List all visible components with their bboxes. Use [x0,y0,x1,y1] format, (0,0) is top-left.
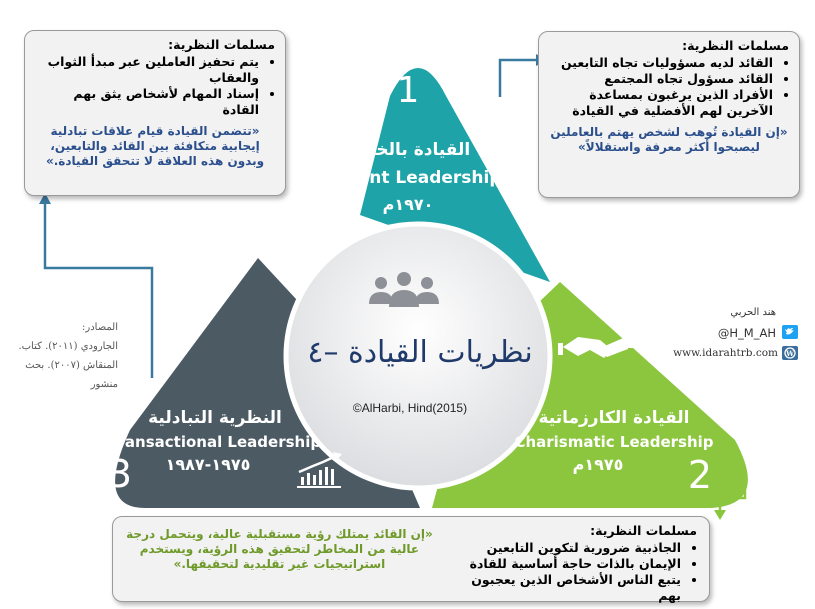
transactional-quote: «تتضمن القيادة قيام علاقات تبادلية إيجابية متكافئة بين القائد والتابعين، وبدون هذه العلاقة لا تتحقق القيادة.» [45,124,265,168]
twitter-handle[interactable]: @H_M_AH [717,326,776,340]
list-item: • يتم تحفيز العاملين عبر مبدأ الثواب والعقاب [35,54,259,86]
list-item: • يتبع الناس الأشخاص الذين يعجبون بهم [448,572,681,604]
list-item: • الأفراد الذين يرغبون بمساعدة الآخرين لهم الأفضلية في القيادة [549,87,773,119]
transactional-year: ١٩٧٥-١٩٨٧ [165,455,251,474]
connector-arrow-servant [500,60,536,97]
source-line: المنقاش (٢٠٠٧). بحث منشور [25,360,118,390]
transactional-title-ar: النظرية التبادلية [148,408,282,428]
servant-number: 1 [396,70,420,111]
servant-title-en: Servant Leadership [314,168,502,188]
charismatic-title-en: Charismatic Leadership [514,433,714,451]
sources-heading: المصادر: [82,322,118,333]
author-name: هند الحربي [730,307,776,318]
website-link[interactable]: www.idarahtrb.com [673,347,778,359]
assumptions-list [549,55,789,119]
charismatic-number: 2 [687,453,713,497]
wordpress-icon [782,346,798,360]
list-item: • القائد لديه مسؤوليات تجاه التابعين [549,55,773,71]
charismatic-title-ar: القيادة الكارزماتية [538,408,690,428]
charismatic-quote: «إن القائد يمتلك رؤية مستقبلية عالية، ويتحمل درجة عالية من المخاطر لتحقيق هذه الرؤية، ويستخدم استراتيجيات غير تقليدية لتحقيقها.» [126,527,433,571]
servant-title-ar: القيادة بالخدمة [345,140,471,160]
center-title: نظريات القيادة –٤ [307,335,533,370]
list-item: • الإيمان بالذات حاجة أساسية للقادة [448,556,681,572]
transactional-number: 3 [107,452,133,496]
servant-quote: «إن القيادة تُوهب لشخص يهتم بالعاملين ليصبحوا أكثر معرفة واستقلالاً» [550,125,788,154]
assumptions-list [35,54,275,118]
charismatic-year: ١٩٧٥م [572,455,624,474]
transactional-assumptions-box [24,30,286,196]
transactional-title-en: Transactional Leadership [108,433,322,451]
center-copyright: ©AlHarbi, Hind(2015) [352,401,468,415]
box-heading: مسلمات النظرية: [168,37,275,52]
arrowhead-charismatic [714,510,726,520]
servant-assumptions-box [538,31,800,198]
assumptions-list [448,540,697,604]
bar-chart-icon [291,210,331,239]
box-heading: مسلمات النظرية: [682,38,789,53]
source-line: الجارودي (٢٠١١). كتاب. [18,341,118,352]
list-item: • إسناد المهام لأشخاص يثق بهم القادة [35,86,259,118]
sources [6,318,118,394]
box-heading: مسلمات النظرية: [590,523,697,538]
servant-year: ١٩٧٠م [382,195,434,214]
charismatic-assumptions [448,523,697,603]
charismatic-assumptions-box [112,516,710,602]
twitter-icon [782,325,798,339]
list-item: • الجاذبية ضرورية لتكوين التابعين [448,540,681,556]
list-item: • القائد مسؤول تجاه المجتمع [549,71,773,87]
svg-text:W: W [786,349,794,358]
